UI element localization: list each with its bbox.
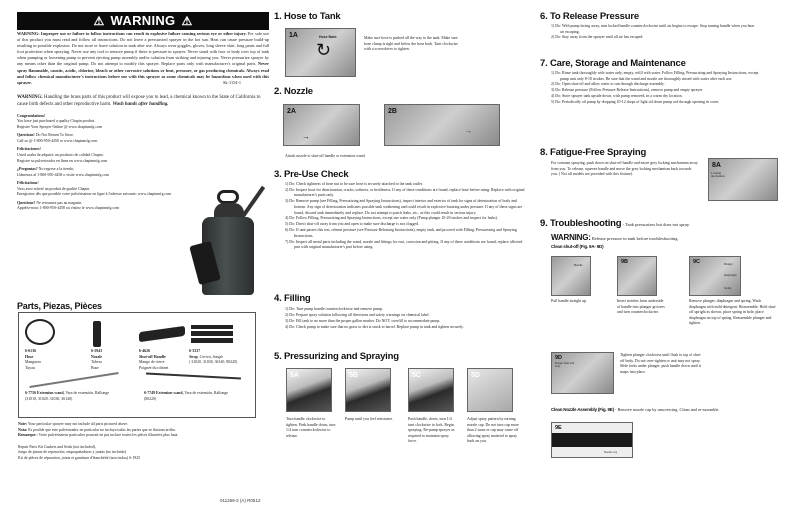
greeting-fr-questions — [17, 201, 182, 212]
arrow-right-icon: → — [465, 127, 472, 135]
note-fr — [18, 433, 268, 439]
warning-triangle-icon: ⚠ — [181, 14, 193, 28]
part-text — [25, 349, 75, 372]
figure-9a — [551, 256, 591, 296]
section-8-text: For constant spraying, push down on shut-off handle and move grey locking mechanism away from you. To release, squeeze handle and move the grey locking mechanism back towards you. ( Not all models are provided with this feature). — [551, 161, 698, 177]
note-label: Nota: — [18, 427, 28, 432]
part-strap — [189, 319, 255, 366]
list-item: 2) Do: Stay away from the sprayer until all air has escaped. — [551, 35, 644, 40]
figure-9c — [689, 256, 741, 296]
figure-callout-diaphragm: Diaphragm — [724, 274, 737, 277]
figure-2b — [384, 104, 500, 146]
section-7-list — [551, 71, 766, 106]
figure-5b — [345, 368, 391, 412]
figure-label: 5C — [412, 372, 421, 379]
part-name: Extension wand, — [37, 391, 65, 395]
figure-9a-caption: Pull handle straight up. — [551, 299, 588, 303]
warning-lead: WARNING: — [551, 233, 591, 242]
note-text: Votre pulvérisateur particulier pourrait ne pas inclure toutes les pièces illustrées plus haut. — [37, 433, 179, 438]
part-fr: Tuyau — [25, 365, 35, 370]
figure-5d-caption: Adjust spray pattern by turning nozzle cap. Do not turn cap more than 2 turns or cap may come off allowing spray material to spray back on you. — [467, 417, 519, 444]
warning-lead: WARNING: Improper use or failure to follow instructions can result in explosive failure causing serious eye or other injury. — [17, 31, 247, 36]
figure-callout: Locking mechanism — [711, 171, 725, 179]
part-number: 6-7756 — [25, 391, 37, 395]
part-es: Manguera — [25, 360, 41, 365]
part-text — [189, 349, 255, 366]
section-7-title: 7. Care, Storage and Maintenance — [540, 58, 686, 69]
figure-9b-caption: Insert notches from underside of handle into plunger grooves and turn counterclockwise. — [617, 299, 665, 315]
greeting-title: Félicitations! — [17, 181, 39, 186]
greeting-line: Registre su pulverizador en línea en www.chapinmfg.com — [17, 158, 108, 163]
nozzle-image — [93, 321, 101, 347]
figure-label: 9E — [555, 425, 562, 431]
part-number: 6-4626 — [139, 349, 151, 353]
prop65-emphasis: Wash hands after handling. — [112, 101, 169, 107]
figure-label: 5B — [349, 372, 358, 379]
clean-shutoff-title: Clean shut-off (Fig. 9A- 9D) — [551, 244, 604, 249]
figure-label: 5D — [471, 372, 480, 379]
figure-label: 9B — [621, 259, 629, 265]
greeting-fr-congrats — [17, 181, 182, 198]
prop65-warning — [17, 95, 269, 109]
figure-5a-caption: Turn handle clockwise to tighten. Push handle down, turn 1/4 turn counterclockwise to release. — [286, 417, 336, 438]
note-label: Remarque : — [18, 433, 38, 438]
greeting-line: Call us @ 1-800-950-4458 or www.chapinmfg.com — [17, 138, 98, 143]
list-item: 1) Do: Check tightness of hose nut to be sure hose is securely attached to the tank outlet. — [285, 182, 423, 186]
figure-callout: Plunger flush with body — [555, 362, 575, 368]
clean-nozzle-text: - Remove nozzle cap by unscrewing. Clean and re-assemble. — [613, 407, 720, 412]
part-name: Hose — [25, 354, 34, 359]
greeting-line: Register Your Sprayer Online @ www.chapinmfg.com — [17, 124, 103, 129]
part-fr: Poignée du robinet — [139, 365, 169, 370]
section-3-list — [285, 182, 525, 251]
list-item: 4) Do: Store sprayer tank upside down, with pump removed, in a warm dry location. — [551, 94, 683, 99]
figure-9b — [617, 256, 657, 296]
list-item: 2) Do: Open shut-off and allow water to run through discharge assembly. — [551, 82, 665, 87]
section-8-title: 8. Fatigue-Free Spraying — [540, 147, 647, 158]
list-item: 5) Do: Direct shut-off away from you and open to make sure discharge is not clogged. — [285, 222, 420, 227]
figure-label: 2B — [388, 108, 397, 115]
figure-label: 2A — [287, 108, 296, 115]
figure-9e — [551, 422, 633, 458]
list-item: 2) Do: Inspect hose for deterioration, cracks, softness, or brittleness. If any of these conditions are found, replace hose before using. Replace with original manufacturer's parts only. — [285, 187, 525, 198]
prop65-text: Handling the brass parts of this product will expose you to lead, a chemical known to the State of California to cause birth defects and other reproductive harm. — [17, 94, 261, 107]
warning-banner — [17, 12, 269, 30]
section-2-caption: Attach nozzle to shut-off handle or extension wand. — [285, 154, 366, 158]
list-item: 3) Do: Fill tank to no more than the proper gallon marker. Do NOT: overfill to accommodate pump. — [285, 318, 441, 323]
part-nozzle — [91, 319, 136, 372]
greeting-es-questions — [17, 167, 182, 178]
greeting-inline: Ne retournez pas au magasin. — [35, 200, 83, 205]
part-hose — [25, 319, 75, 372]
part-es: , Correa, Sangle — [197, 354, 224, 359]
part-text — [139, 349, 194, 372]
figure-label: 9D — [555, 355, 563, 361]
repair-line: Repair Parts Kit Gaskets and Seals (not included), — [18, 444, 97, 449]
part-text — [144, 391, 254, 402]
list-item: 6) Do: If unit passes this test, release pressure (see Pressure Releasing Instructions), empty tank, and proceed with Filling, Pressurizing and Spraying Instructions. — [285, 228, 517, 238]
greeting-inline: Do Not Return To Store. — [34, 133, 74, 138]
part-fr: Buse — [91, 365, 99, 370]
part-es: Mango de cierre — [139, 360, 165, 365]
figure-label: 5A — [290, 372, 299, 379]
part-number: 6-6136 — [25, 349, 37, 353]
figure-9d — [551, 352, 614, 394]
greeting-title: ¿Preguntas? — [17, 167, 38, 172]
troubleshoot-warning — [551, 234, 791, 243]
repair-line: Juego de piezas de reparación, empaquetaduras y juntas (no incluido) — [18, 450, 127, 455]
greeting-title: Questions? — [17, 200, 36, 205]
figure-callout: Handle — [574, 263, 583, 267]
figure-callout-spring: Spring — [724, 287, 732, 290]
part-models: (31010, 31020, 31030, 36140) — [25, 396, 73, 401]
prop65-lead: WARNING: — [17, 94, 43, 100]
list-item: 4) Do: Check pump to make sure that no grass or dirt is stuck to barrel. Replace pump in tank and tighten securely. — [285, 324, 464, 329]
figure-2a — [283, 104, 360, 146]
section-9-title: 9. Troubleshooting — [540, 218, 622, 229]
list-item: 7) Do: Inspect all metal parts including the wand, nozzle and fittings for rust, corrosion and pitting. If any of these conditions are found, replace affected part with original manufacturer's part before using. — [285, 239, 523, 250]
greeting-en-questions — [17, 133, 182, 144]
figure-5d — [467, 368, 513, 412]
part-text — [91, 349, 136, 372]
list-item: 4) Do: Follow Filling, Pressurizing and Spraying Instructions, except use water only (Pump plunger 10-20 strokes and inspect for leaks). — [285, 216, 498, 221]
parts-title: Parts, Piezas, Pièces — [17, 301, 102, 311]
part-name: Nozzle — [91, 354, 103, 359]
warning-title: WARNING — [110, 13, 176, 28]
arrow-right-icon: → — [302, 132, 310, 141]
sprayer-product-image — [190, 165, 270, 297]
wand-image — [146, 373, 241, 380]
figure-5c-caption: Push handle, down, turn 1/4 turn clockwise to lock. Begin spraying. Re-pump sprayer as required to maintain spray force. — [408, 417, 455, 444]
part-number: 6-3337 — [189, 349, 201, 353]
greeting-en-congrats — [17, 114, 182, 131]
figure-label: 9C — [693, 259, 701, 265]
list-item: 1) Do: Rinse tank thoroughly with water only, empty, refill with water. Follow Filling, Pressurizing and Spraying Instructions, except pump unit only 8-10 strokes. Be sure that the wand and nozzle are thoroughly rinsed with water after each use. — [551, 71, 759, 81]
figure-callout: Hose Barb — [319, 35, 337, 39]
section-3-title: 3. Pre-Use Check — [274, 169, 349, 180]
section-6-title: 6. To Release Pressure — [540, 11, 639, 22]
list-item: 3) Do: Remove pump (see Filling, Pressurizing and Spraying Instructions), inspect interior and exterior of tank for signs of deterioration of body and bottom. Any sign of deterioration indicates possible tank weakening and could result in explosive bursting under pressure. If any of these signs are found, discard tank immediately and replace. Do not attempt to patch leaks, etc., as this could result in serious injury. — [285, 199, 523, 215]
section-1-text: Make sure hose is pushed all the way to the tank. Make sure hose clamp is tight and below the hose barb. Turn clockwise with a screwdriver to tighten. — [364, 36, 458, 52]
figure-5a — [286, 368, 332, 412]
part-number: 6-7749 — [144, 391, 156, 395]
greeting-inline: No regrese a la tienda; — [37, 167, 74, 172]
part-desc: Vara de extensión, Rallonge — [183, 391, 229, 395]
figure-9d-caption: Tighten plunger clockwise until flush to top of shut-off body. Do not over-tighten or unit may not spray. Slide forks under plunger, push handle down until it snaps into place. — [620, 353, 702, 374]
hose-image — [25, 319, 55, 345]
clean-nozzle-title: Clean Nozzle Assembly (Fig. 9E) — [551, 407, 614, 412]
section-1-title: 1. Hose to Tank — [274, 11, 341, 22]
section-4-list — [285, 307, 525, 331]
part-text — [25, 391, 135, 402]
greeting-title: Felicitaciones! — [17, 147, 41, 152]
greeting-line: Llámenos al 1-800-950-4458 o visite www.chapinmfg.com — [17, 172, 110, 177]
sprayer-pump-handle — [217, 190, 239, 204]
warning-bold-tail: Never spray flammable, caustic, acidic, chlorine, bleach or other corrosive solutions or heat, pressure, or gas producing chemicals. Always read and follow chemical manufacturer's instructions before use with this sprayer as some chemicals may be hazardous when used with this sprayer. — [17, 61, 269, 85]
warning-main: For safe use of this product you must read and follow all instructions. Do not leave a pressurized sprayer in the hot sun. Heat can cause pressure build-up resulting in possible explosion. Do not store or leave solution in tank after use. Always wear goggles, gloves, long sleeve shirt, long pants and full foot protection when spraying. Never use any tool to remove pump if there is pressure in sprayer. Never stand with face or body over top of tank when pumping or loosening pump to prevent ejecting pump assembly and/or solution from striking and injuring you. Never pressurize sprayer by any means other than the original pump. Do not attempt to modify this sprayer. Replace parts only with manufacturer's original parts. — [17, 31, 270, 67]
part-name: Strap — [189, 354, 198, 359]
list-item: 3) Do: Release pressure (Follow Pressure Release Instructions), remove pump and empty sprayer. — [551, 88, 704, 93]
document-code: 011269-2 (A) R0512 — [220, 498, 261, 503]
list-item: 5) Do: Periodically oil pump by dropping 10-12 drops of light oil down pump rod through opening in cover. — [551, 100, 720, 105]
section-2-title: 2. Nozzle — [274, 86, 313, 97]
greeting-line: Usted acaba de adquirir un producto de calidad Chapin. — [17, 153, 104, 158]
part-desc: Vara de extensión, Rallonge — [64, 391, 110, 395]
parts-notes — [18, 422, 268, 461]
greetings — [17, 114, 182, 212]
part-models: (80220) — [144, 396, 157, 401]
figure-callout: Nozzle Cap — [604, 451, 618, 454]
section-4-title: 4. Filling — [274, 293, 311, 304]
clean-nozzle-heading — [551, 407, 791, 413]
greeting-line: Enregistrez dès que possible votre pulvérisateur en ligne à l'adresse suivante: www.chapinmfg.com — [17, 192, 172, 197]
greeting-es-congrats — [17, 147, 182, 164]
list-item: 2) Do: Prepare spray solution following all directions and safety warnings on chemical label. — [285, 312, 430, 317]
greeting-line: Appelez-nous 1-800-950-4458 ou visitez le www.chapinmfg.com — [17, 206, 120, 211]
figure-5c — [408, 368, 454, 412]
strap-image — [191, 325, 233, 343]
warning-triangle-icon: ⚠ — [93, 14, 105, 28]
figure-label: 8A — [712, 162, 721, 169]
parts-box — [18, 312, 256, 418]
part-extension-wand-7749 — [144, 385, 254, 402]
note-text: Es posible que este pulverizador en particular no incluya todas las partes que se ilustran arriba. — [27, 427, 176, 432]
shutoff-handle-image — [139, 326, 185, 342]
figure-5b-caption: Pump until you feel resistance. — [345, 417, 394, 421]
figure-8a — [708, 158, 778, 201]
warning-body — [17, 31, 269, 86]
warning-text: Release pressure in tank before troubleshooting. — [590, 236, 679, 241]
section-5-title: 5. Pressurizing and Spraying — [274, 351, 399, 362]
greeting-title: Questions! — [17, 133, 35, 138]
list-item: 1) Do: Turn pump handle counterclockwise and remove pump. — [285, 307, 383, 311]
wand-image — [29, 372, 118, 388]
greeting-title: Congratulations! — [17, 113, 46, 118]
repair-kit — [18, 445, 268, 462]
part-name: Extension wand, — [156, 391, 184, 395]
figure-9c-caption: Remove plunger, diaphragm and spring. Wash diaphragm with mild detergent. Reassemble: Hold shut-off upright as shown, place spring in hole, place diaphragm on top of spring. Reassemble plunger and tighten. — [689, 299, 777, 326]
figure-label: 1A — [289, 32, 298, 39]
rotate-arrow-icon: ↻ — [316, 40, 332, 60]
part-es: Tobera — [91, 360, 102, 365]
greeting-line: Vous avez acheté un produit de qualité Chapin. — [17, 186, 91, 191]
warning-code: Sk-1154-1 — [223, 79, 241, 85]
note-text: Your particular sprayer may not include all parts pictured above. — [27, 422, 129, 426]
section-9-heading — [540, 219, 790, 229]
list-item: 1) Do: With pump facing away, turn locked handle counterclockwise until air begins to escape. Stop turning handle when you hear air escaping. — [551, 24, 755, 34]
part-number: 6-5943 — [91, 349, 103, 353]
figure-1a — [285, 28, 356, 77]
figure-callout-plunger: Plunger — [724, 263, 733, 266]
section-9-subtitle: - Tank pressurizes but does not spray. — [621, 222, 690, 227]
greeting-line: You have just purchased a quality Chapin product. — [17, 119, 96, 124]
part-shutoff-handle — [139, 319, 194, 372]
part-extension-wand-7756 — [25, 385, 135, 402]
note-label: Note: — [18, 422, 28, 426]
section-6-list — [551, 24, 756, 41]
part-fr: ( 31020, 31030, 36140, 80220) — [189, 360, 238, 365]
part-name: Shut-off Handle — [139, 354, 166, 359]
repair-line: Kit de pièces de réparation, joints et garniture d'étanchéité (non inclus) 6-1925 — [18, 455, 141, 460]
